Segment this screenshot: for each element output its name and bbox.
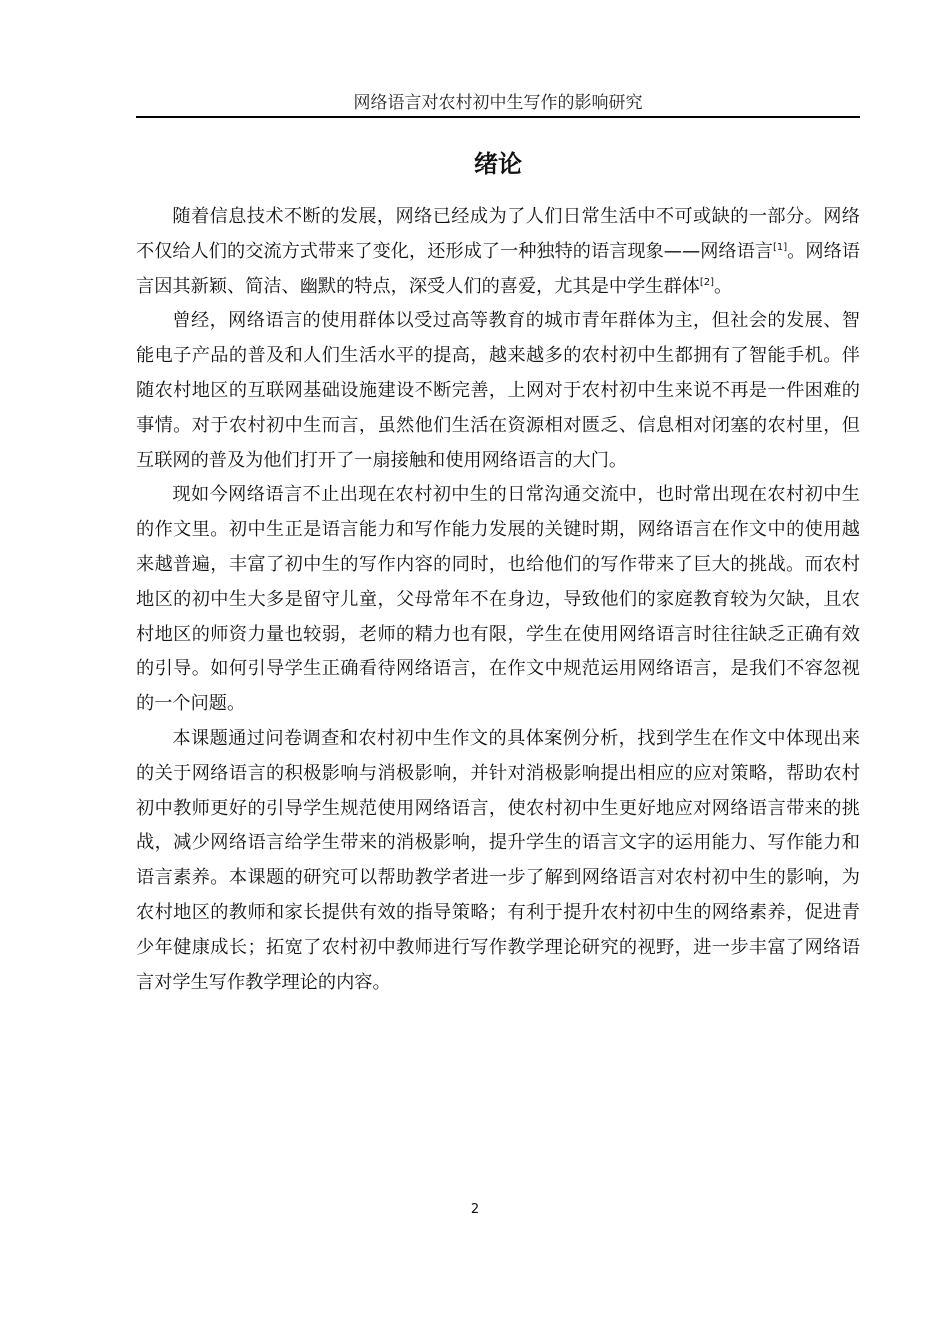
citation-2: [2]	[699, 276, 714, 288]
paragraph-4: 本课题通过问卷调查和农村初中生作文的具体案例分析，找到学生在作文中体现出来的关于网络语言的积极影响与消极影响，并针对消极影响提出相应的应对策略，帮助农村初中教师更好的引导学生规范使用网络语言，使农村初中生更好地应对网络语言带来的挑战，减少网络语言给学生带来的消极影响，提升学生的语言文字的运用能力、写作能力和语言素养。本课题的研究可以帮助教学者进一步了解到网络语言对农村初中生的影响，为农村地区的教师和家长提供有效的指导策略；有利于提升农村初中生的网络素养，促进青少年健康成长；拓宽了农村初中教师进行写作教学理论研究的视野，进一步丰富了网络语言对学生写作教学理论的内容。	[136, 727, 860, 993]
paragraph-1	[136, 200, 860, 304]
paragraph-1-text-b: 。网络语言因其新颖、简洁、幽默的特点，深受人们的喜爱，尤其是中学生群体	[136, 240, 860, 297]
running-title: 网络语言对农村初中生写作的影响研究	[353, 93, 643, 113]
page-number: 2	[470, 1202, 480, 1217]
citation-1: [1]	[773, 241, 788, 253]
running-header	[136, 90, 860, 118]
paragraph-2: 曾经，网络语言的使用群体以受过高等教育的城市青年群体为主，但社会的发展、智能电子产品的普及和人们生活水平的提高，越来越多的农村初中生都拥有了智能手机。伴随农村地区的互联网基础设施建设不断完善，上网对于农村初中生来说不再是一件困难的事情。对于农村初中生而言，虽然他们生活在资源相对匮乏、信息相对闭塞的农村里，但互联网的普及为他们打开了一扇接触和使用网络语言的大门。	[136, 310, 860, 471]
paragraph-1-text-a: 随着信息技术不断的发展，网络已经成为了人们日常生活中不可或缺的一部分。网络不仅给人们的交流方式带来了变化，还形成了一种独特的语言现象——网络语言	[136, 206, 860, 262]
body-text	[136, 200, 860, 1000]
paragraph-1-text-c: 。	[714, 275, 733, 297]
section-title: 绪论	[474, 150, 522, 178]
paragraph-3: 现如今网络语言不止出现在农村初中生的日常沟通交流中，也时常出现在农村初中生的作文里。初中生正是语言能力和写作能力发展的关键时期，网络语言在作文中的使用越来越普遍，丰富了初中生的写作内容的同时，也给他们的写作带来了巨大的挑战。而农村地区的初中生大多是留守儿童，父母常年不在身边，导致他们的家庭教育较为欠缺，且农村地区的师资力量也较弱，老师的精力也有限，学生在使用网络语言时往往缺乏正确有效的引导。如何引导学生正确看待网络语言，在作文中规范运用网络语言，是我们不容忽视的一个问题。	[136, 484, 860, 715]
